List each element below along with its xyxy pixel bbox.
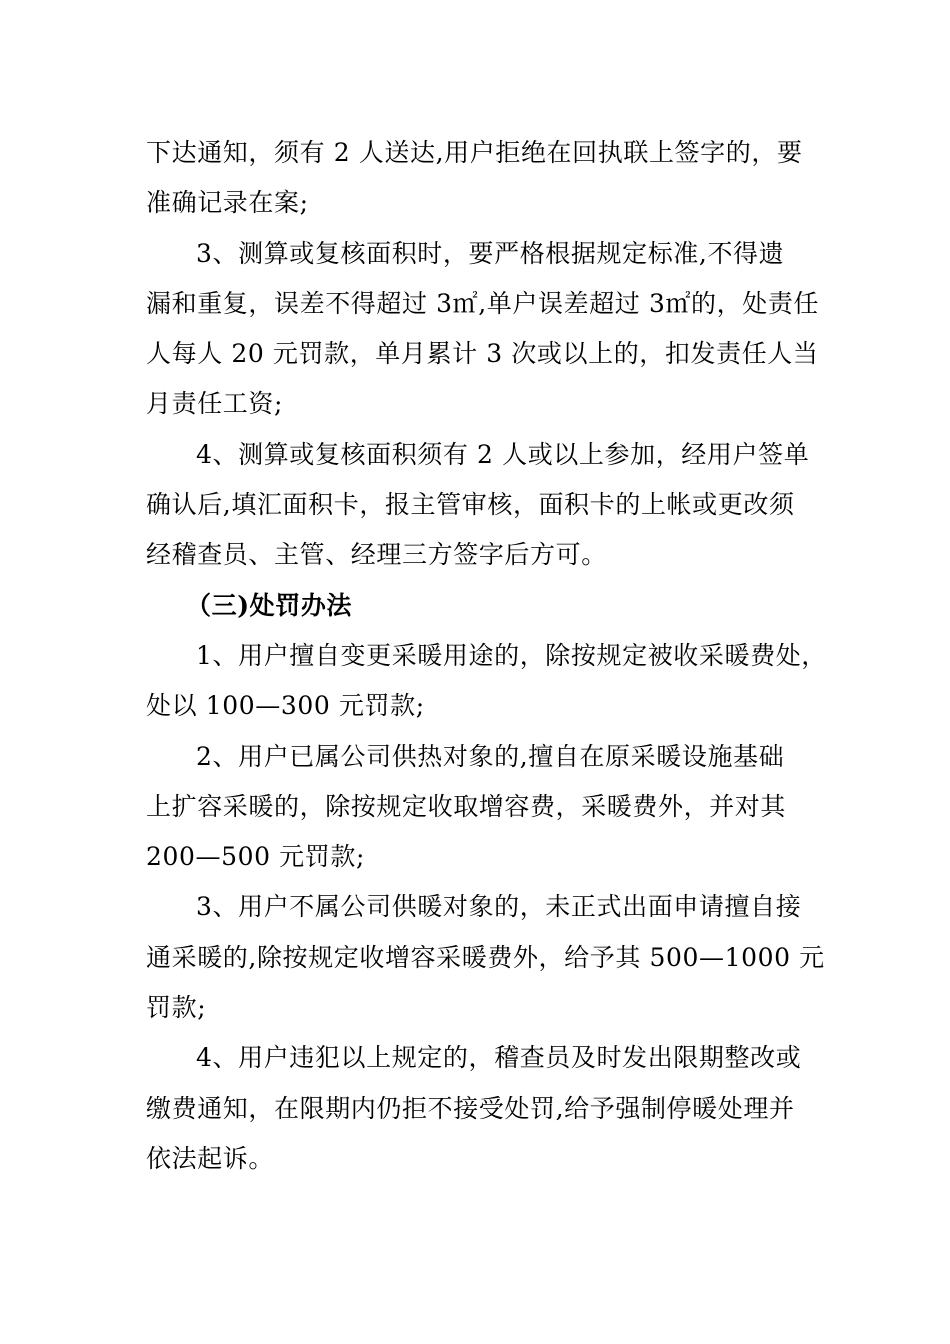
text-line-12: 处以 100—300 元罚款; bbox=[146, 691, 425, 721]
text-line-13: 2、用户已属公司供热对象的,擅自在原采暖设施基础 bbox=[196, 741, 785, 771]
text-line-14: 上扩容采暖的，除按规定收取增容费，采暖费外，并对其 bbox=[146, 791, 787, 821]
text-line-7: 4、测算或复核面积须有 2 人或以上参加，经用户签单 bbox=[196, 439, 810, 469]
section-heading: （三)处罚办法 bbox=[186, 590, 353, 620]
text-line-3: 3、测算或复核面积时，要严格根据规定标准,不得遗 bbox=[196, 238, 785, 268]
text-line-4: 漏和重复，误差不得超过 3㎡,单户误差超过 3㎡的，处责任 bbox=[146, 288, 820, 318]
text-line-15: 200—500 元罚款; bbox=[146, 842, 366, 872]
text-line-20: 缴费通知，在限期内仍拒不接受处罚,给予强制停暖处理并 bbox=[146, 1093, 795, 1123]
text-line-19: 4、用户违犯以上规定的，稽查员及时发出限期整改或 bbox=[196, 1043, 802, 1073]
text-line-21: 依法起诉。 bbox=[146, 1143, 275, 1173]
text-line-11: 1、用户擅自变更采暖用途的，除按规定被收采暖费处， bbox=[196, 640, 827, 670]
text-line-17: 通采暖的,除按规定收增容采暖费外，给予其 500—1000 元 bbox=[146, 942, 825, 972]
text-line-9: 经稽查员、主管、经理三方签字后方可。 bbox=[146, 540, 607, 570]
text-line-5: 人每人 20 元罚款，单月累计 3 次或以上的，扣发责任人当 bbox=[146, 339, 819, 369]
document-body bbox=[146, 128, 827, 1184]
text-line-16: 3、用户不属公司供暖对象的，未正式出面申请擅自接 bbox=[196, 892, 802, 922]
text-line-6: 月责任工资; bbox=[146, 389, 284, 419]
text-line-1: 下达通知，须有 2 人送达,用户拒绝在回执联上签字的，要 bbox=[146, 138, 803, 167]
text-line-8: 确认后,填汇面积卡，报主管审核，面积卡的上帐或更改须 bbox=[146, 490, 795, 520]
text-line-2: 准确记录在案; bbox=[146, 188, 309, 218]
text-line-18: 罚款; bbox=[146, 993, 207, 1023]
